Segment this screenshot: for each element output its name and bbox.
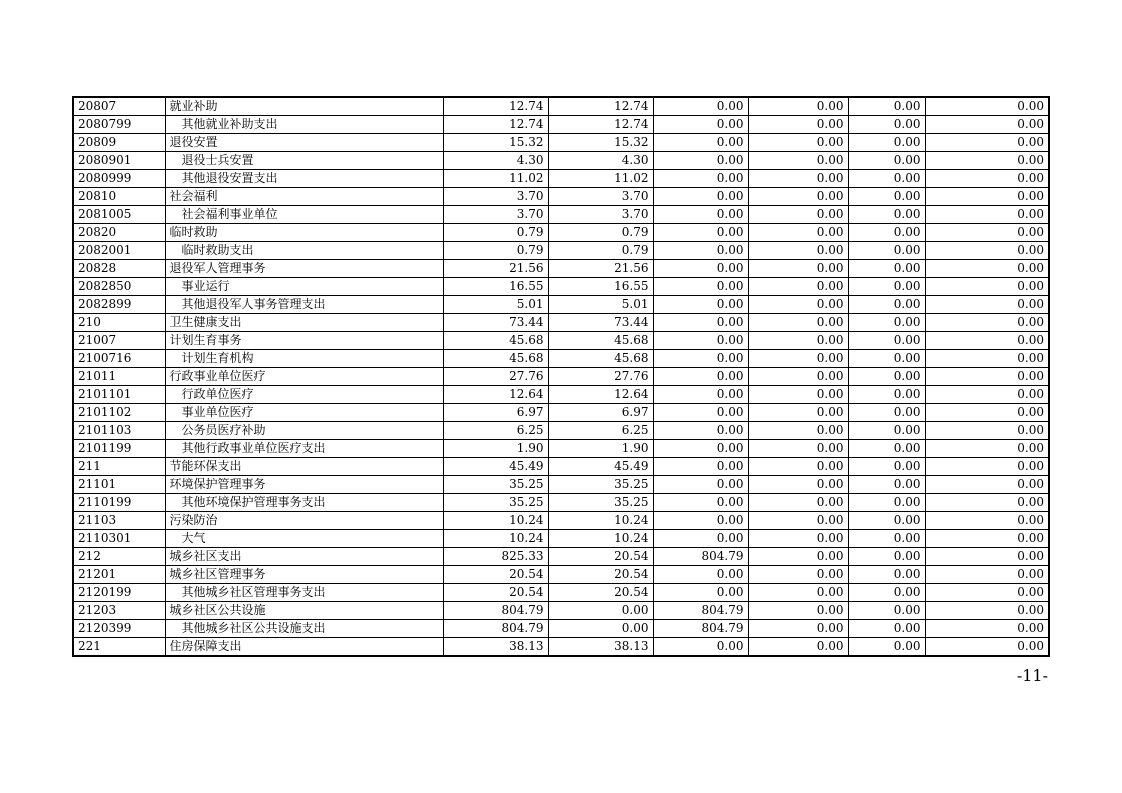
subject-code-cell: 20810: [73, 188, 165, 206]
amount-cell: 35.25: [443, 494, 548, 512]
subject-name-cell: 行政事业单位医疗: [165, 368, 443, 386]
amount-cell: 0.00: [925, 242, 1049, 260]
table-row: [73, 278, 1049, 296]
subject-code-cell: 20809: [73, 134, 165, 152]
amount-cell: 1.90: [548, 440, 653, 458]
subject-code-cell: 20820: [73, 224, 165, 242]
subject-code-cell: 20828: [73, 260, 165, 278]
amount-cell: 6.97: [548, 404, 653, 422]
amount-cell: 0.00: [653, 512, 748, 530]
subject-code-cell: 2101101: [73, 386, 165, 404]
amount-cell: 0.00: [925, 188, 1049, 206]
subject-name-cell: 其他环境保护管理事务支出: [165, 494, 443, 512]
amount-cell: 0.00: [848, 584, 925, 602]
amount-cell: 73.44: [548, 314, 653, 332]
amount-cell: 35.25: [548, 494, 653, 512]
subject-code-cell: 2101199: [73, 440, 165, 458]
amount-cell: 45.68: [548, 332, 653, 350]
amount-cell: 0.00: [848, 602, 925, 620]
amount-cell: 0.00: [925, 296, 1049, 314]
amount-cell: 0.00: [748, 134, 848, 152]
amount-cell: 0.00: [748, 566, 848, 584]
amount-cell: 804.79: [653, 602, 748, 620]
amount-cell: 3.70: [548, 206, 653, 224]
amount-cell: 0.00: [653, 314, 748, 332]
subject-name-cell: 事业运行: [165, 278, 443, 296]
amount-cell: 0.00: [748, 260, 848, 278]
amount-cell: 5.01: [443, 296, 548, 314]
amount-cell: 0.00: [748, 476, 848, 494]
subject-name-cell: 临时救助: [165, 224, 443, 242]
amount-cell: 0.00: [653, 584, 748, 602]
amount-cell: 35.25: [548, 476, 653, 494]
subject-name-cell: 其他行政事业单位医疗支出: [165, 440, 443, 458]
amount-cell: 3.70: [548, 188, 653, 206]
subject-code-cell: 2120399: [73, 620, 165, 638]
amount-cell: 45.68: [548, 350, 653, 368]
table-row: [73, 242, 1049, 260]
amount-cell: 6.97: [443, 404, 548, 422]
amount-cell: 0.00: [925, 548, 1049, 566]
table-row: [73, 602, 1049, 620]
amount-cell: 0.00: [748, 242, 848, 260]
amount-cell: 0.00: [848, 404, 925, 422]
subject-code-cell: 221: [73, 638, 165, 657]
amount-cell: 0.00: [848, 296, 925, 314]
amount-cell: 0.00: [653, 440, 748, 458]
subject-code-cell: 2082850: [73, 278, 165, 296]
amount-cell: 0.00: [653, 260, 748, 278]
amount-cell: 0.79: [548, 224, 653, 242]
amount-cell: 0.00: [848, 188, 925, 206]
amount-cell: 11.02: [443, 170, 548, 188]
amount-cell: 20.54: [548, 566, 653, 584]
subject-code-cell: 2110301: [73, 530, 165, 548]
subject-name-cell: 其他城乡社区管理事务支出: [165, 584, 443, 602]
amount-cell: 0.00: [653, 188, 748, 206]
subject-name-cell: 其他就业补助支出: [165, 116, 443, 134]
budget-table: [72, 96, 1050, 657]
amount-cell: 0.00: [748, 602, 848, 620]
amount-cell: 804.79: [443, 620, 548, 638]
amount-cell: 1.90: [443, 440, 548, 458]
amount-cell: 0.00: [653, 242, 748, 260]
amount-cell: 27.76: [443, 368, 548, 386]
amount-cell: 21.56: [443, 260, 548, 278]
amount-cell: 0.00: [653, 458, 748, 476]
amount-cell: 0.00: [848, 458, 925, 476]
amount-cell: 6.25: [443, 422, 548, 440]
amount-cell: 0.00: [848, 422, 925, 440]
amount-cell: 0.00: [653, 404, 748, 422]
amount-cell: 0.00: [748, 584, 848, 602]
amount-cell: 45.68: [443, 332, 548, 350]
amount-cell: 0.00: [653, 368, 748, 386]
amount-cell: 0.00: [653, 476, 748, 494]
amount-cell: 0.00: [748, 170, 848, 188]
subject-name-cell: 环境保护管理事务: [165, 476, 443, 494]
subject-code-cell: 21203: [73, 602, 165, 620]
amount-cell: 35.25: [443, 476, 548, 494]
table-row: [73, 170, 1049, 188]
amount-cell: 0.00: [653, 566, 748, 584]
amount-cell: 0.00: [748, 458, 848, 476]
subject-name-cell: 污染防治: [165, 512, 443, 530]
table-row: [73, 620, 1049, 638]
amount-cell: 825.33: [443, 548, 548, 566]
subject-code-cell: 20807: [73, 97, 165, 116]
amount-cell: 0.00: [848, 116, 925, 134]
subject-code-cell: 212: [73, 548, 165, 566]
amount-cell: 20.54: [443, 584, 548, 602]
amount-cell: 12.74: [443, 116, 548, 134]
amount-cell: 804.79: [653, 548, 748, 566]
table-row: [73, 458, 1049, 476]
amount-cell: 0.00: [653, 97, 748, 116]
amount-cell: 0.00: [848, 638, 925, 657]
amount-cell: 0.00: [653, 170, 748, 188]
amount-cell: 0.00: [748, 548, 848, 566]
amount-cell: 0.00: [748, 530, 848, 548]
amount-cell: 0.00: [653, 350, 748, 368]
subject-code-cell: 2081005: [73, 206, 165, 224]
amount-cell: 0.00: [653, 116, 748, 134]
subject-name-cell: 公务员医疗补助: [165, 422, 443, 440]
amount-cell: 0.00: [653, 422, 748, 440]
amount-cell: 0.00: [548, 620, 653, 638]
subject-name-cell: 住房保障支出: [165, 638, 443, 657]
amount-cell: 0.00: [925, 350, 1049, 368]
amount-cell: 0.00: [925, 512, 1049, 530]
table-row: [73, 296, 1049, 314]
table-row: [73, 422, 1049, 440]
table-row: [73, 638, 1049, 657]
table-row: [73, 386, 1049, 404]
amount-cell: 0.00: [925, 278, 1049, 296]
subject-name-cell: 社会福利事业单位: [165, 206, 443, 224]
amount-cell: 10.24: [443, 530, 548, 548]
amount-cell: 0.79: [548, 242, 653, 260]
amount-cell: 0.00: [748, 440, 848, 458]
amount-cell: 0.00: [925, 458, 1049, 476]
subject-name-cell: 节能环保支出: [165, 458, 443, 476]
subject-code-cell: 2101102: [73, 404, 165, 422]
amount-cell: 0.00: [848, 224, 925, 242]
subject-code-cell: 21007: [73, 332, 165, 350]
table-row: [73, 494, 1049, 512]
amount-cell: 27.76: [548, 368, 653, 386]
amount-cell: 5.01: [548, 296, 653, 314]
subject-name-cell: 大气: [165, 530, 443, 548]
amount-cell: 45.49: [548, 458, 653, 476]
table-row: [73, 152, 1049, 170]
table-row: [73, 206, 1049, 224]
amount-cell: 0.00: [748, 422, 848, 440]
amount-cell: 0.00: [653, 206, 748, 224]
amount-cell: 0.00: [653, 332, 748, 350]
amount-cell: 0.00: [748, 638, 848, 657]
amount-cell: 45.68: [443, 350, 548, 368]
amount-cell: 0.00: [848, 386, 925, 404]
table-row: [73, 584, 1049, 602]
amount-cell: 38.13: [548, 638, 653, 657]
amount-cell: 0.00: [748, 332, 848, 350]
amount-cell: 0.00: [748, 296, 848, 314]
amount-cell: 4.30: [548, 152, 653, 170]
amount-cell: 0.00: [848, 350, 925, 368]
amount-cell: 0.00: [925, 332, 1049, 350]
subject-code-cell: 2120199: [73, 584, 165, 602]
amount-cell: 11.02: [548, 170, 653, 188]
amount-cell: 12.64: [548, 386, 653, 404]
amount-cell: 6.25: [548, 422, 653, 440]
amount-cell: 10.24: [548, 512, 653, 530]
subject-name-cell: 退役军人管理事务: [165, 260, 443, 278]
amount-cell: 0.00: [748, 206, 848, 224]
amount-cell: 0.00: [925, 368, 1049, 386]
subject-name-cell: 退役士兵安置: [165, 152, 443, 170]
amount-cell: 0.00: [748, 494, 848, 512]
subject-code-cell: 2080901: [73, 152, 165, 170]
amount-cell: 0.00: [848, 170, 925, 188]
subject-name-cell: 就业补助: [165, 97, 443, 116]
amount-cell: 0.00: [653, 278, 748, 296]
subject-name-cell: 其他城乡社区公共设施支出: [165, 620, 443, 638]
table-row: [73, 260, 1049, 278]
amount-cell: 0.00: [748, 278, 848, 296]
amount-cell: 15.32: [443, 134, 548, 152]
amount-cell: 0.00: [925, 224, 1049, 242]
table-body: [73, 97, 1049, 656]
amount-cell: 0.00: [748, 97, 848, 116]
table-row: [73, 404, 1049, 422]
amount-cell: 45.49: [443, 458, 548, 476]
amount-cell: 73.44: [443, 314, 548, 332]
subject-code-cell: 21103: [73, 512, 165, 530]
table-row: [73, 548, 1049, 566]
subject-name-cell: 卫生健康支出: [165, 314, 443, 332]
amount-cell: 0.00: [925, 584, 1049, 602]
page-number: -11-: [1016, 666, 1048, 685]
table-row: [73, 116, 1049, 134]
subject-code-cell: 2110199: [73, 494, 165, 512]
amount-cell: 0.00: [653, 530, 748, 548]
amount-cell: 0.00: [925, 134, 1049, 152]
amount-cell: 0.00: [748, 152, 848, 170]
subject-code-cell: 2080799: [73, 116, 165, 134]
amount-cell: 0.00: [848, 242, 925, 260]
table-row: [73, 332, 1049, 350]
amount-cell: 15.32: [548, 134, 653, 152]
subject-name-cell: 临时救助支出: [165, 242, 443, 260]
subject-name-cell: 其他退役军人事务管理支出: [165, 296, 443, 314]
amount-cell: 0.00: [848, 314, 925, 332]
amount-cell: 0.00: [925, 97, 1049, 116]
amount-cell: 0.00: [748, 512, 848, 530]
amount-cell: 0.00: [748, 404, 848, 422]
amount-cell: 0.00: [848, 620, 925, 638]
amount-cell: 0.00: [653, 134, 748, 152]
subject-name-cell: 计划生育机构: [165, 350, 443, 368]
amount-cell: 4.30: [443, 152, 548, 170]
amount-cell: 804.79: [443, 602, 548, 620]
amount-cell: 0.00: [848, 566, 925, 584]
amount-cell: 0.00: [748, 368, 848, 386]
subject-code-cell: 210: [73, 314, 165, 332]
amount-cell: 0.00: [748, 116, 848, 134]
amount-cell: 0.00: [848, 134, 925, 152]
subject-code-cell: 2082899: [73, 296, 165, 314]
table-row: [73, 97, 1049, 116]
amount-cell: 21.56: [548, 260, 653, 278]
amount-cell: 804.79: [653, 620, 748, 638]
amount-cell: 0.00: [925, 476, 1049, 494]
amount-cell: 0.00: [748, 350, 848, 368]
amount-cell: 0.00: [925, 170, 1049, 188]
amount-cell: 0.00: [653, 638, 748, 657]
amount-cell: 0.00: [925, 602, 1049, 620]
amount-cell: 0.00: [925, 638, 1049, 657]
amount-cell: 0.00: [748, 224, 848, 242]
amount-cell: 0.00: [848, 494, 925, 512]
amount-cell: 0.79: [443, 224, 548, 242]
subject-name-cell: 城乡社区支出: [165, 548, 443, 566]
amount-cell: 0.00: [925, 116, 1049, 134]
amount-cell: 0.00: [653, 494, 748, 512]
subject-code-cell: 21011: [73, 368, 165, 386]
amount-cell: 3.70: [443, 188, 548, 206]
amount-cell: 0.00: [848, 278, 925, 296]
amount-cell: 12.64: [443, 386, 548, 404]
amount-cell: 0.00: [848, 476, 925, 494]
table-row: [73, 314, 1049, 332]
subject-code-cell: 2080999: [73, 170, 165, 188]
amount-cell: 0.00: [548, 602, 653, 620]
subject-name-cell: 行政单位医疗: [165, 386, 443, 404]
amount-cell: 20.54: [548, 548, 653, 566]
amount-cell: 0.00: [848, 332, 925, 350]
subject-name-cell: 事业单位医疗: [165, 404, 443, 422]
amount-cell: 10.24: [548, 530, 653, 548]
table-row: [73, 440, 1049, 458]
subject-name-cell: 其他退役安置支出: [165, 170, 443, 188]
amount-cell: 0.00: [748, 188, 848, 206]
amount-cell: 0.79: [443, 242, 548, 260]
amount-cell: 0.00: [925, 206, 1049, 224]
amount-cell: 0.00: [925, 440, 1049, 458]
amount-cell: 16.55: [443, 278, 548, 296]
amount-cell: 10.24: [443, 512, 548, 530]
subject-code-cell: 21101: [73, 476, 165, 494]
amount-cell: 12.74: [548, 116, 653, 134]
amount-cell: 0.00: [925, 620, 1049, 638]
amount-cell: 0.00: [925, 386, 1049, 404]
table-row: [73, 530, 1049, 548]
subject-name-cell: 退役安置: [165, 134, 443, 152]
subject-name-cell: 城乡社区管理事务: [165, 566, 443, 584]
subject-code-cell: 211: [73, 458, 165, 476]
amount-cell: 0.00: [848, 368, 925, 386]
amount-cell: 20.54: [548, 584, 653, 602]
subject-code-cell: 2100716: [73, 350, 165, 368]
amount-cell: 20.54: [443, 566, 548, 584]
amount-cell: 0.00: [848, 440, 925, 458]
table-row: [73, 368, 1049, 386]
amount-cell: 3.70: [443, 206, 548, 224]
subject-code-cell: 2101103: [73, 422, 165, 440]
subject-name-cell: 社会福利: [165, 188, 443, 206]
amount-cell: 0.00: [653, 386, 748, 404]
subject-code-cell: 2082001: [73, 242, 165, 260]
amount-cell: 0.00: [925, 260, 1049, 278]
amount-cell: 0.00: [925, 494, 1049, 512]
amount-cell: 12.74: [443, 97, 548, 116]
amount-cell: 0.00: [925, 422, 1049, 440]
amount-cell: 0.00: [848, 260, 925, 278]
amount-cell: 0.00: [925, 314, 1049, 332]
amount-cell: 0.00: [748, 386, 848, 404]
subject-name-cell: 城乡社区公共设施: [165, 602, 443, 620]
subject-name-cell: 计划生育事务: [165, 332, 443, 350]
amount-cell: 0.00: [848, 548, 925, 566]
table-row: [73, 512, 1049, 530]
table-row: [73, 224, 1049, 242]
table-row: [73, 134, 1049, 152]
table-row: [73, 566, 1049, 584]
amount-cell: 0.00: [848, 530, 925, 548]
table-row: [73, 188, 1049, 206]
subject-code-cell: 21201: [73, 566, 165, 584]
amount-cell: 0.00: [848, 152, 925, 170]
amount-cell: 0.00: [925, 566, 1049, 584]
amount-cell: 0.00: [925, 152, 1049, 170]
amount-cell: 16.55: [548, 278, 653, 296]
amount-cell: 0.00: [848, 206, 925, 224]
amount-cell: 0.00: [748, 620, 848, 638]
amount-cell: 0.00: [748, 314, 848, 332]
amount-cell: 0.00: [653, 224, 748, 242]
amount-cell: 0.00: [653, 152, 748, 170]
amount-cell: 0.00: [848, 512, 925, 530]
amount-cell: 0.00: [925, 404, 1049, 422]
table-row: [73, 476, 1049, 494]
amount-cell: 38.13: [443, 638, 548, 657]
amount-cell: 12.74: [548, 97, 653, 116]
table-row: [73, 350, 1049, 368]
amount-cell: 0.00: [925, 530, 1049, 548]
amount-cell: 0.00: [653, 296, 748, 314]
amount-cell: 0.00: [848, 97, 925, 116]
